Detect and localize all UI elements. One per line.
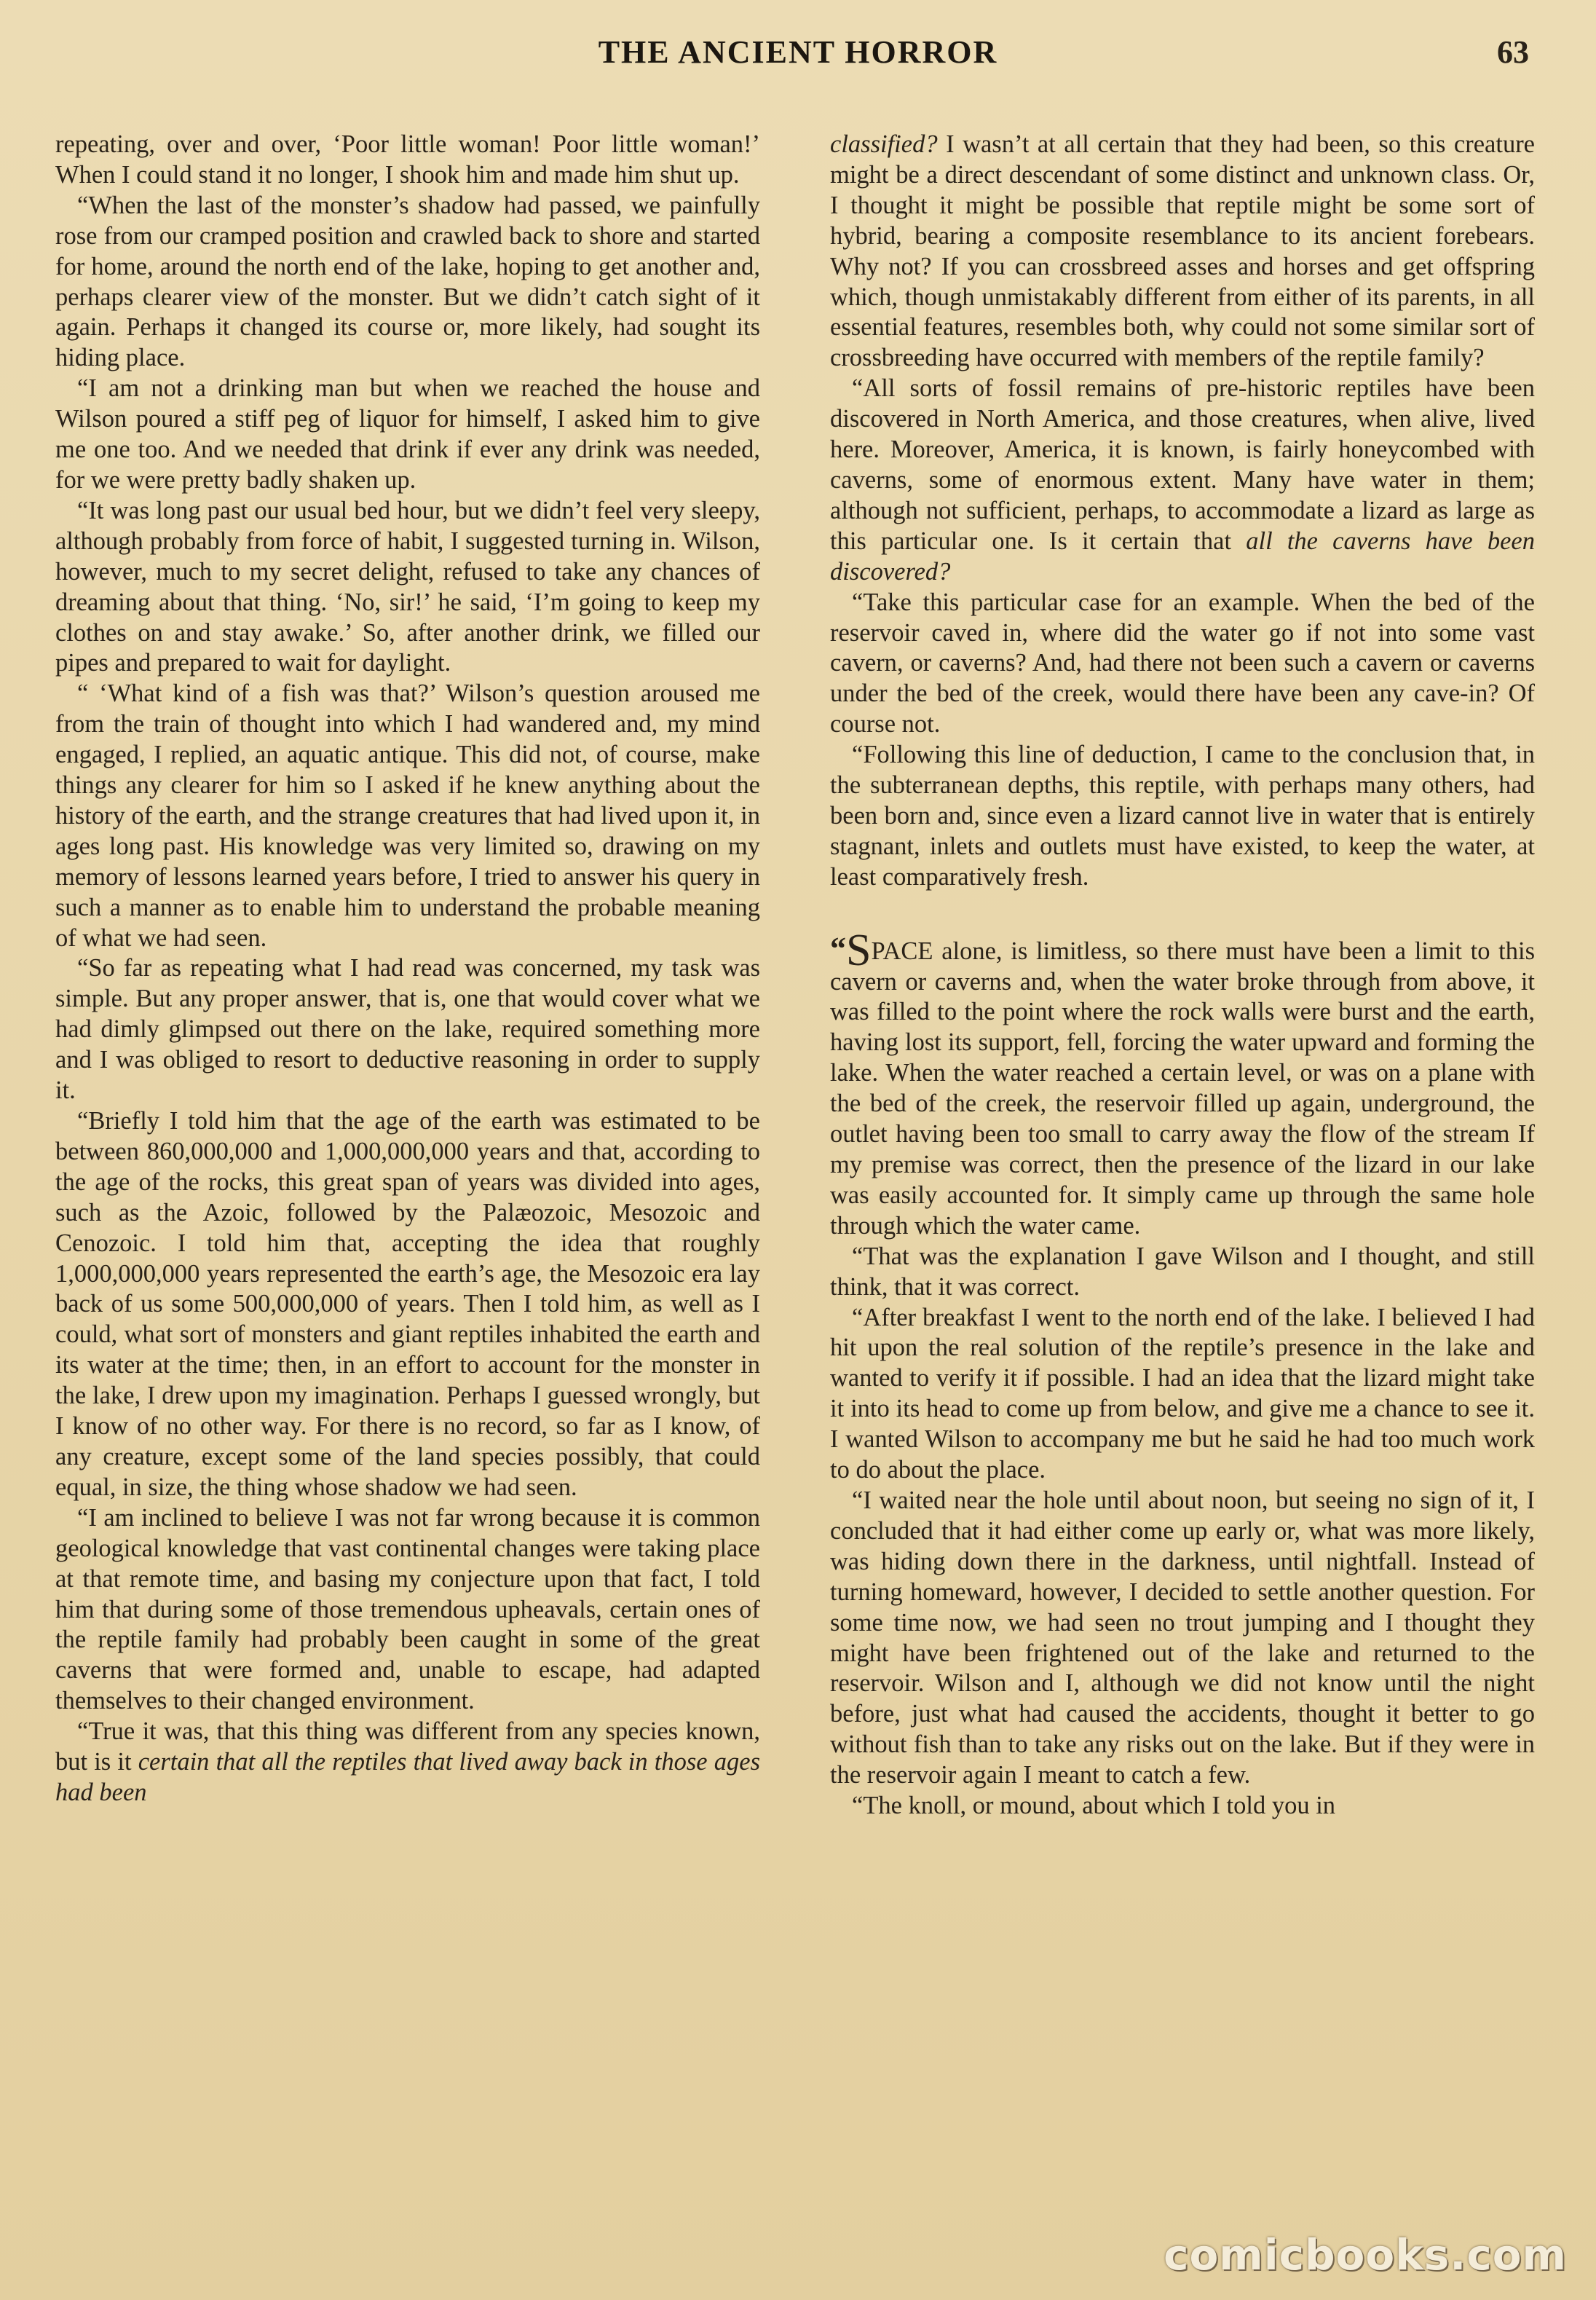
italic-phrase: classified?: [830, 130, 938, 158]
paragraph: “Take this particular case for an example. When the bed of the reservoir caved in, where did the water go if not into some vast cavern, or caverns? And, had there not been such a cavern or caverns under the bed of the creek, would there have been any cave-in? Of course not.: [830, 588, 1535, 739]
paragraph: “So far as repeating what I had read was concerned, my task was simple. But any proper answer, that is, one that would cover what we had dimly glimpsed out there on the lake, required something more and I was obliged to resort to deductive reasoning in order to supply it.: [55, 954, 760, 1105]
running-title: THE ANCIENT HORROR: [598, 34, 998, 70]
italic-phrase: certain that all the reptiles that lived away back in those ages had been: [55, 1748, 760, 1806]
paragraph: “After breakfast I went to the north end of the lake. I believed I had hit upon the real solution of the reptile’s presence in the lake and wanted to verify it if possible. I had an idea that the lizard might take it into its head to come up from below, and give me a chance to see it. I wanted Wilson to accompany me but he said he had too much work to do about the place.: [830, 1303, 1535, 1484]
paragraph: “Briefly I told him that the age of the earth was estimated to be between 860,000,000 and 1,000,000,000 years and that, according to the age of the rocks, this great span of years was divided into ages, such as the Azoic, followed by the Palæozoic, Mesozoic and Cenozoic. I told him that, accepting the idea that roughly 1,000,000,000 years represented the earth’s age, the Mesozoic era lay back of us some 500,000,000 of years. Then I told him, as well as I could, what sort of monsters and giant reptiles inhabited the earth and its water at the time; then, in an effort to account for the monster in the lake, I drew upon my imagination. Perhaps I guessed wrongly, but I know of no other way. For there is no record, so far as I know, of any creature, except some of the land species possibly, that could equal, in size, the thing whose shadow we had seen.: [55, 1107, 760, 1501]
right-column: [830, 130, 1535, 2256]
drop-initial: S: [846, 925, 872, 975]
paragraph: “I waited near the hole until about noon, but seeing no sign of it, I concluded that it had either come up early or, what was more likely, was hiding down there in the darkness, until nightfall. Instead of turning homeward, however, I decided to settle another question. For some time now, we had seen no trout jumping and I thought they might have been frightened out of the lake and returned to the reservoir. Wilson and I, although we did not know until the night before, just what had caused the accidents, thought it better to go without fish than to take any risks out on the lake. But if they were in the reservoir again I meant to catch a few.: [830, 1486, 1535, 1789]
paragraph: [830, 130, 1535, 374]
paragraph: [830, 374, 1535, 587]
page-header: [0, 34, 1596, 77]
paragraph-rest: PACE alone, is limitless, so there must have been a limit to this cavern or caverns and, when the water broke through from above, it was filled to the point where the rock walls were burst and the earth, having lost its support, fell, forcing the water upward and forming the lake. When the water reached a certain level, or was on a plane with the bed of the creek, the reservoir filled up again, underground, the outlet having been too small to carry away the flow of the stream If my premise was correct, then the presence of the lizard in our lake was easily accounted for. It simply came up through the same hole through which the water came.: [830, 937, 1535, 1240]
paragraph: “I am inclined to believe I was not far wrong because it is common geological knowledge that vast continental changes were taking place at that remote time, and basing my conjecture upon that fact, I told him that during some of those tremendous upheavals, certain ones of the reptile family had probably been caught in some of the great caverns that were formed and, unable to escape, had adapted themselves to their changed environment.: [55, 1503, 760, 1715]
watermark-logo: comicbooks.com: [1164, 2230, 1567, 2280]
paragraph: “I am not a drinking man but when we reached the house and Wilson poured a stiff peg of liquor for himself, I asked him to give me one too. And we needed that drink if ever any drink was needed, for we were pretty badly shaken up.: [55, 374, 760, 494]
paragraph: “The knoll, or mound, about which I told you in: [852, 1792, 1336, 1820]
paragraph: “When the last of the monster’s shadow had passed, we painfully rose from our cramped position and crawled back to shore and started for home, around the north end of the lake, hoping to get another and, perhaps clearer view of the monster. But we didn’t catch sight of it again. Perhaps it changed its course or, more likely, had sought its hiding place.: [55, 191, 760, 372]
paragraph: [55, 1717, 760, 1808]
paragraph-rest: I wasn’t at all certain that they had been, so this creature might be a direct descendant of some distinct and unknown class. Or, I thought it might be possible that reptile might be some sort of hybrid, bearing a composite resemblance to its ancient forebears. Why not? If you can crossbreed asses and horses and get offspring which, though unmistakably different from either of its parents, in all essential features, resembles both, why could not some similar sort of crossbreeding have occurred with members of the reptile family?: [830, 130, 1535, 372]
left-column: [55, 130, 760, 2256]
paragraph-lead: “True it was, that this thing was different from any species known, but is it: [55, 1717, 760, 1776]
paragraph: “That was the explanation I gave Wilson and I thought, and still think, that it was correct.: [830, 1242, 1535, 1301]
paragraph: repeating, over and over, ‘Poor little woman! Poor little woman!’ When I could stand it no longer, I shook him and made him shut up.: [55, 130, 760, 189]
italic-phrase: all the caverns have been discovered?: [830, 527, 1535, 586]
open-quote-mark: “: [830, 930, 846, 966]
section-opening-paragraph: [830, 925, 1535, 1242]
paragraph: “It was long past our usual bed hour, but we didn’t feel very sleepy, although probably from force of habit, I suggested turning in. Wilson, however, much to my secret delight, refused to take any chances of dreaming about that thing. ‘No, sir!’ he said, ‘I’m going to keep my clothes on and stay awake.’ So, after another drink, we filled our pipes and prepared to wait for daylight.: [55, 496, 760, 677]
paragraph-lead: “All sorts of fossil remains of pre-historic reptiles have been discovered in North America, and those creatures, when alive, lived here. Moreover, America, it is known, is fairly honeycombed with caverns, some of enormous extent. Many have water in them; although not sufficient, perhaps, to accommodate a lizard as large as this particular one. Is it certain that: [830, 374, 1535, 555]
page-number: 63: [1497, 34, 1529, 70]
paragraph: “Following this line of deduction, I came to the conclusion that, in the subterranean depths, this reptile, with perhaps many others, had been born and, since even a lizard cannot live in water that is entirely stagnant, inlets and outlets must have existed, to keep the water, at least comparatively fresh.: [830, 741, 1535, 891]
paragraph: “ ‘What kind of a fish was that?’ Wilson’s question aroused me from the train of thought into which I had wandered and, my mind engaged, I replied, an aquatic antique. This did not, of course, make things any clearer for him so I asked if he knew anything about the history of the earth, and the strange creatures that had lived upon it, in ages long past. His knowledge was very limited so, drawing on my memory of lessons learned years before, I tried to answer his query in such a manner as to enable him to understand the probable meaning of what we had seen.: [55, 680, 760, 952]
